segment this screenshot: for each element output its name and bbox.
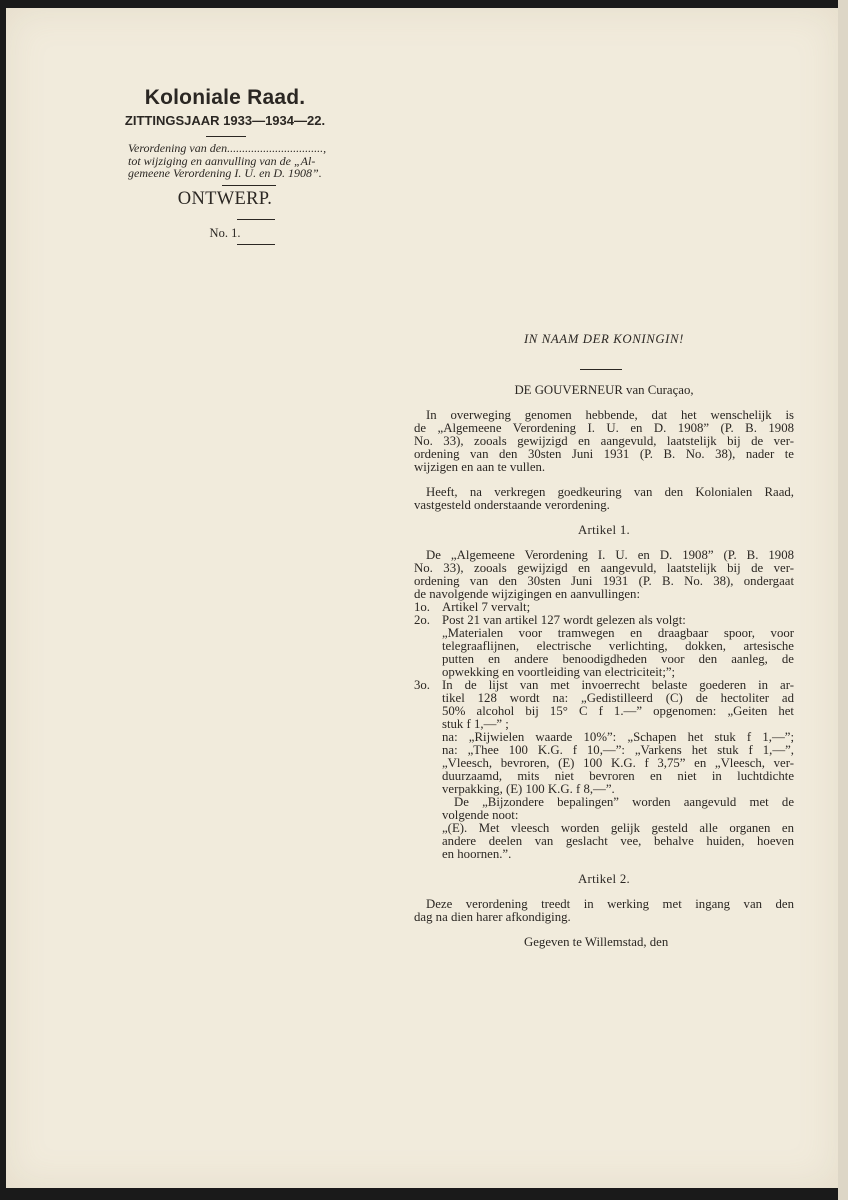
closing-line: Gegeven te Willemstad, den [524,935,669,949]
supplement-line: volgende noot: [442,808,519,822]
subject-line: tot wijziging en aanvulling van de „Al- [128,153,316,168]
item-text-line: na: „Thee 100 K.G. f 10,—”: „Varkens het stuk f 1,—”, [442,743,794,757]
item-text-line: „Vleesch, bevroren, (E) 100 K.G. f 3,75” en „Vleesch, ver- [442,756,794,770]
article-2-line: dag na dien harer afkondiging. [414,910,571,924]
item-text: In de lijst van met invoerrecht belaste goederen in ar- [442,678,794,692]
divider [222,185,276,186]
item-text-line: tikel 128 wordt na: „Gedistilleerd (C) de hectoliter ad [442,691,794,705]
article-1-line: de navolgende wijzigingen en aanvullingen: [414,587,641,601]
preamble-line: In overweging genomen hebbende, dat het wenschelijk is [426,408,794,422]
item-number: 1o. [414,600,430,614]
divider [580,369,622,370]
invocation: IN NAAM DER KONINGIN! [523,332,685,346]
item-text-line: putten en andere benoodigdheden voor den aanleg, de [442,652,794,666]
item-text-line: opwekking en voortleiding van electriciteit;”; [442,665,676,679]
document-number: No. 1. [209,226,241,240]
article-2-line: Deze verordening treedt in werking met ingang van den [426,897,794,911]
item-text-line: na: „Rijwielen waarde 10%”: „Schapen het stuk f 1,—”; [442,730,794,744]
subject-line: Verordening van den................................, [128,141,327,155]
subject-line: gemeene Verordening I. U. en D. 1908”. [128,166,322,180]
item-text-line: „Materialen voor tramwegen en draagbaar spoor, voor [442,626,794,640]
item-text: Post 21 van artikel 127 wordt gelezen als volgt: [442,613,686,627]
article-1-line: De „Algemeene Verordening I. U. en D. 1908” (P. B. 1908 [426,548,794,562]
page-edge [838,0,848,1200]
article-2-heading: Artikel 2. [577,872,631,886]
item-text-line: stuk f 1,—” ; [442,717,509,731]
enactment-line: vastgesteld onderstaande verordening. [414,498,610,512]
divider [237,219,275,220]
item-number: 3o. [414,678,430,692]
item-text-line: 50% alcohol bij 15° C f 1.—” opgenomen: „Geiten het [442,704,794,718]
ordinance-subject [128,142,384,180]
enactment-line: Heeft, na verkregen goedkeuring van den Kolonialen Raad, [426,485,794,499]
council-title: Koloniale Raad. [144,86,306,109]
draft-label: ONTWERP. [177,189,273,209]
session-year: ZITTINGSJAAR 1933—1934—22. [124,113,326,128]
item-number: 2o. [414,613,430,627]
supplement-line: andere deelen van geslacht vee, behalve huiden, hoeven [442,834,794,848]
divider [206,136,246,137]
item-text-line: verpakking, (E) 100 K.G. f 8,—”. [442,782,615,796]
article-1-line: No. 33), zooals gewijzigd en aangevuld, laatstelijk bij de ver- [414,561,794,575]
supplement-line: De „Bijzondere bepalingen” worden aangevuld met de [454,795,794,809]
preamble-line: ordening van den 30sten Juni 1931 (P. B. No. 38), nader te [414,447,794,461]
supplement-line: en hoornen.”. [442,847,512,861]
article-1-line: ordening van den 30sten Juni 1931 (P. B. No. 38), ondergaat [414,574,794,588]
item-text: Artikel 7 vervalt; [442,600,531,614]
preamble-line: wijzigen en aan te vullen. [414,460,546,474]
supplement-line: „(E). Met vleesch worden gelijk gesteld alle organen en [442,821,794,835]
preamble-line: de „Algemeene Verordening I. U. en D. 1908” (P. B. 1908 [414,421,794,435]
governor-line: DE GOUVERNEUR van Curaçao, [514,383,694,397]
preamble-line: No. 33), zooals gewijzigd en aangevuld, laatstelijk bij de ver- [414,434,794,448]
article-1-heading: Artikel 1. [577,523,631,537]
item-text-line: duurzaamd, mits niet bevroren en niet in luchtdichte [442,769,794,783]
divider [237,244,275,245]
item-text-line: telegraaflijnen, electrische verlichting, dokken, artesische [442,639,794,653]
